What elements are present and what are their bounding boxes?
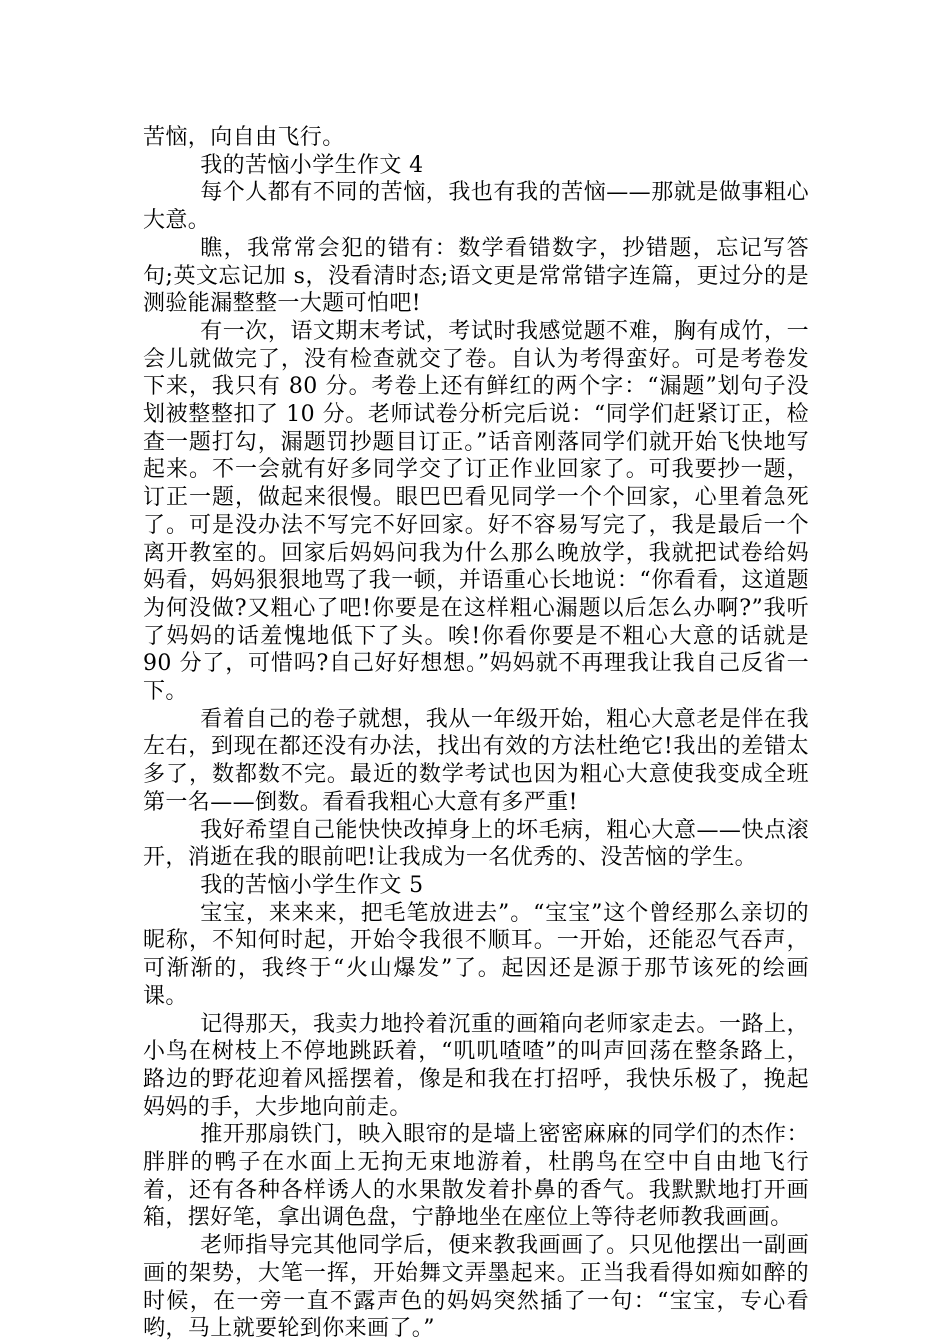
essay-heading-4: 我的苦恼小学生作文 4	[200, 152, 424, 178]
paragraph: 记得那天，我卖力地拎着沉重的画箱向老师家走去。一路上，小鸟在树枝上不停地跳跃着，“叽叽喳喳”的叫声回荡在整条路上，路边的野花迎着风摇摆着，像是和我在打招呼，我快乐极了，挽起妈妈的手，大步地向前走。	[143, 1011, 809, 1120]
paragraph: 有一次，语文期末考试，考试时我感觉题不难，胸有成竹，一会儿就做完了，没有检查就交了卷。自认为考得蛮好。可是考卷发下来，我只有 80 分。考卷上还有鲜红的两个字：“漏题”划句子没划被整整扣了 10 分。老师试卷分析完后说：“同学们赶紧订正，检查一题打勾，漏题罚抄题目订正。”话音刚落同学们就开始飞快地写起来。不一会就有好多同学交了订正作业回家了。可我要抄一题，订正一题，做起来很慢。眼巴巴看见同学一个个回家，心里着急死了。可是没办法不写完不好回家。好不容易写完了，我是最后一个离开教室的。回家后妈妈问我为什么那么晚放学，我就把试卷给妈妈看，妈妈狠狠地骂了我一顿，并语重心长地说：“你看看，这道题为何没做?又粗心了吧!你要是在这样粗心漏题以后怎么办啊?”我听了妈妈的话羞愧地低下了头。唉!你看你要是不粗心大意的话就是 90 分了，可惜吗?自己好好想想。”妈妈就不再理我让我自己反省一下。	[143, 318, 809, 705]
paragraph: 推开那扇铁门，映入眼帘的是墙上密密麻麻的同学们的杰作：胖胖的鸭子在水面上无拘无束地游着，杜鹃鸟在空中自由地飞行着，还有各种各样诱人的水果散发着扑鼻的香气。我默默地打开画箱，摆好笔，拿出调色盘，宁静地坐在座位上等待老师教我画画。	[143, 1122, 809, 1231]
paragraph: 我好希望自己能快快改掉身上的坏毛病，粗心大意——快点滚开，消逝在我的眼前吧!让我成为一名优秀的、没苦恼的学生。	[143, 817, 809, 871]
essay-heading-5: 我的苦恼小学生作文 5	[200, 872, 424, 898]
document-body	[143, 124, 809, 1343]
paragraph: 宝宝，来来来，把毛笔放进去”。“宝宝”这个曾经那么亲切的昵称，不知何时起，开始令我很不顺耳。一开始，还能忍气吞声，可渐渐的，我终于“火山爆发”了。起因还是源于那节该死的绘画课。	[143, 900, 809, 1009]
paragraph: 老师指导完其他同学后，便来教我画画了。只见他摆出一副画画的架势，大笔一挥，开始舞文弄墨起来。正当我看得如痴如醉的时候，在一旁一直不露声色的妈妈突然插了一句：“宝宝，专心看哟，马上就要轮到你来画了。”	[143, 1233, 809, 1342]
paragraph: 每个人都有不同的苦恼，我也有我的苦恼——那就是做事粗心大意。	[143, 180, 809, 234]
paragraph: 看着自己的卷子就想，我从一年级开始，粗心大意老是伴在我左右，到现在都还没有办法，找出有效的方法杜绝它!我出的差错太多了，数都数不完。最近的数学考试也因为粗心大意使我变成全班第一名——倒数。看看我粗心大意有多严重!	[143, 706, 809, 815]
paragraph-continuation: 苦恼，向自由飞行。	[143, 125, 345, 150]
paragraph: 瞧，我常常会犯的错有：数学看错数字，抄错题，忘记写答句;英文忘记加 s，没看清时态;语文更是常常错字连篇，更过分的是测验能漏整整一大题可怕吧!	[143, 235, 809, 317]
